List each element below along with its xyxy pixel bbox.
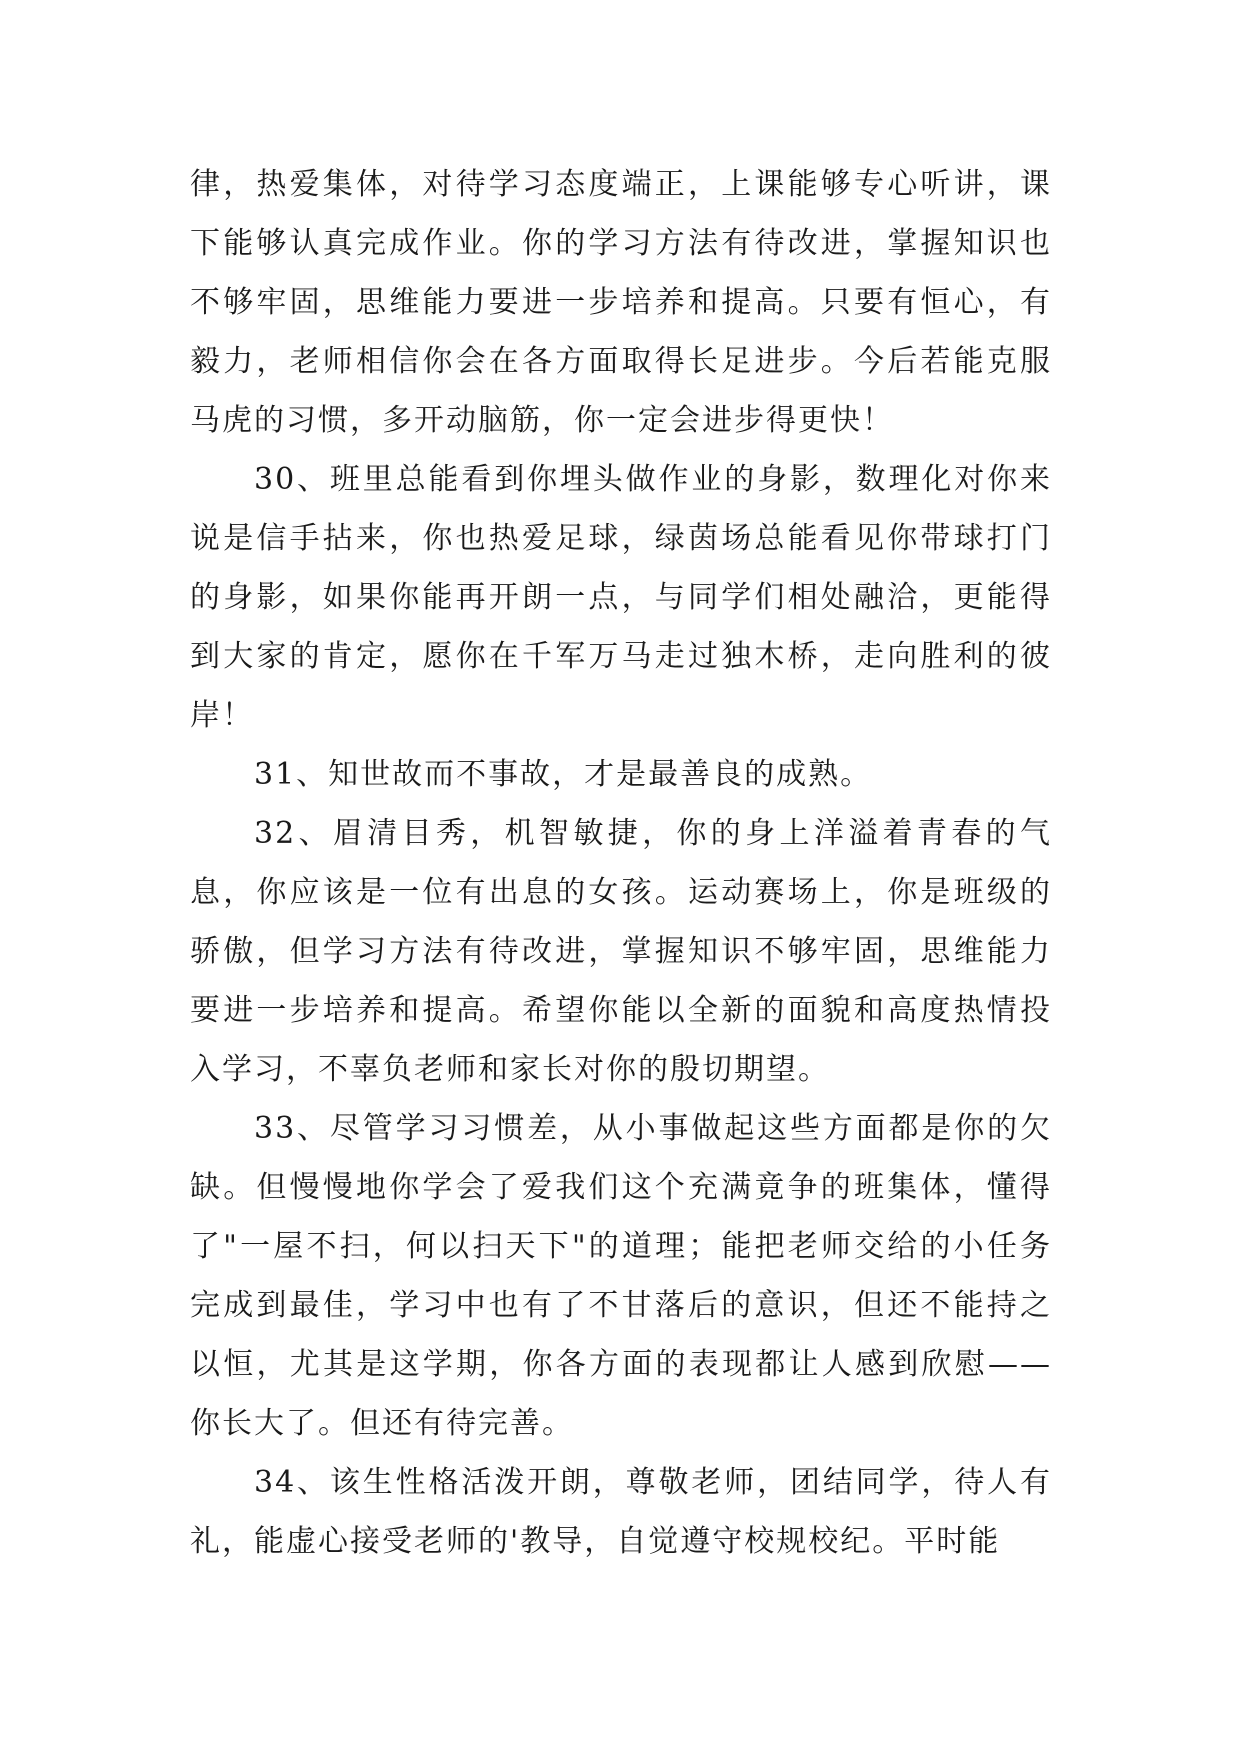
paragraph-comment-34: 34、该生性格活泼开朗，尊敬老师，团结同学，待人有礼，能虚心接受老师的'教导，自觉遵守校规校纪。平时能 (190, 1465, 1052, 1559)
paragraph-comment-32: 32、眉清目秀，机智敏捷，你的身上洋溢着青春的气息，你应该是一位有出息的女孩。运动赛场上，你是班级的骄傲，但学习方法有待改进，掌握知识不够牢固，思维能力要进一步培养和提高。希望你能以全新的面貌和高度热情投入学习，不辜负老师和家长对你的殷切期望。 (190, 816, 1052, 1087)
paragraph-comment-30: 30、班里总能看到你埋头做作业的身影，数理化对你来说是信手拈来，你也热爱足球，绿茵场总能看见你带球打门的身影，如果你能再开朗一点，与同学们相处融洽，更能得到大家的肯定，愿你在千军万马走过独木桥，走向胜利的彼岸！ (190, 462, 1052, 733)
paragraph-comment-31: 31、知世故而不事故，才是最善良的成熟。 (254, 757, 873, 792)
document-body (190, 155, 1052, 1571)
paragraph-comment-33: 33、尽管学习习惯差，从小事做起这些方面都是你的欠缺。但慢慢地你学会了爱我们这个充满竟争的班集体，懂得了"一屋不扫，何以扫天下"的道理；能把老师交给的小任务完成到最佳，学习中也有了不甘落后的意识，但还不能持之以恒，尤其是这学期，你各方面的表现都让人感到欣慰——你长大了。但还有待完善。 (190, 1111, 1052, 1441)
paragraph-continuation: 律，热爱集体，对待学习态度端正，上课能够专心听讲，课下能够认真完成作业。你的学习方法有待改进，掌握知识也不够牢固，思维能力要进一步培养和提高。只要有恒心，有毅力，老师相信你会在各方面取得长足进步。今后若能克服马虎的习惯，多开动脑筋，你一定会进步得更快！ (190, 167, 1052, 438)
